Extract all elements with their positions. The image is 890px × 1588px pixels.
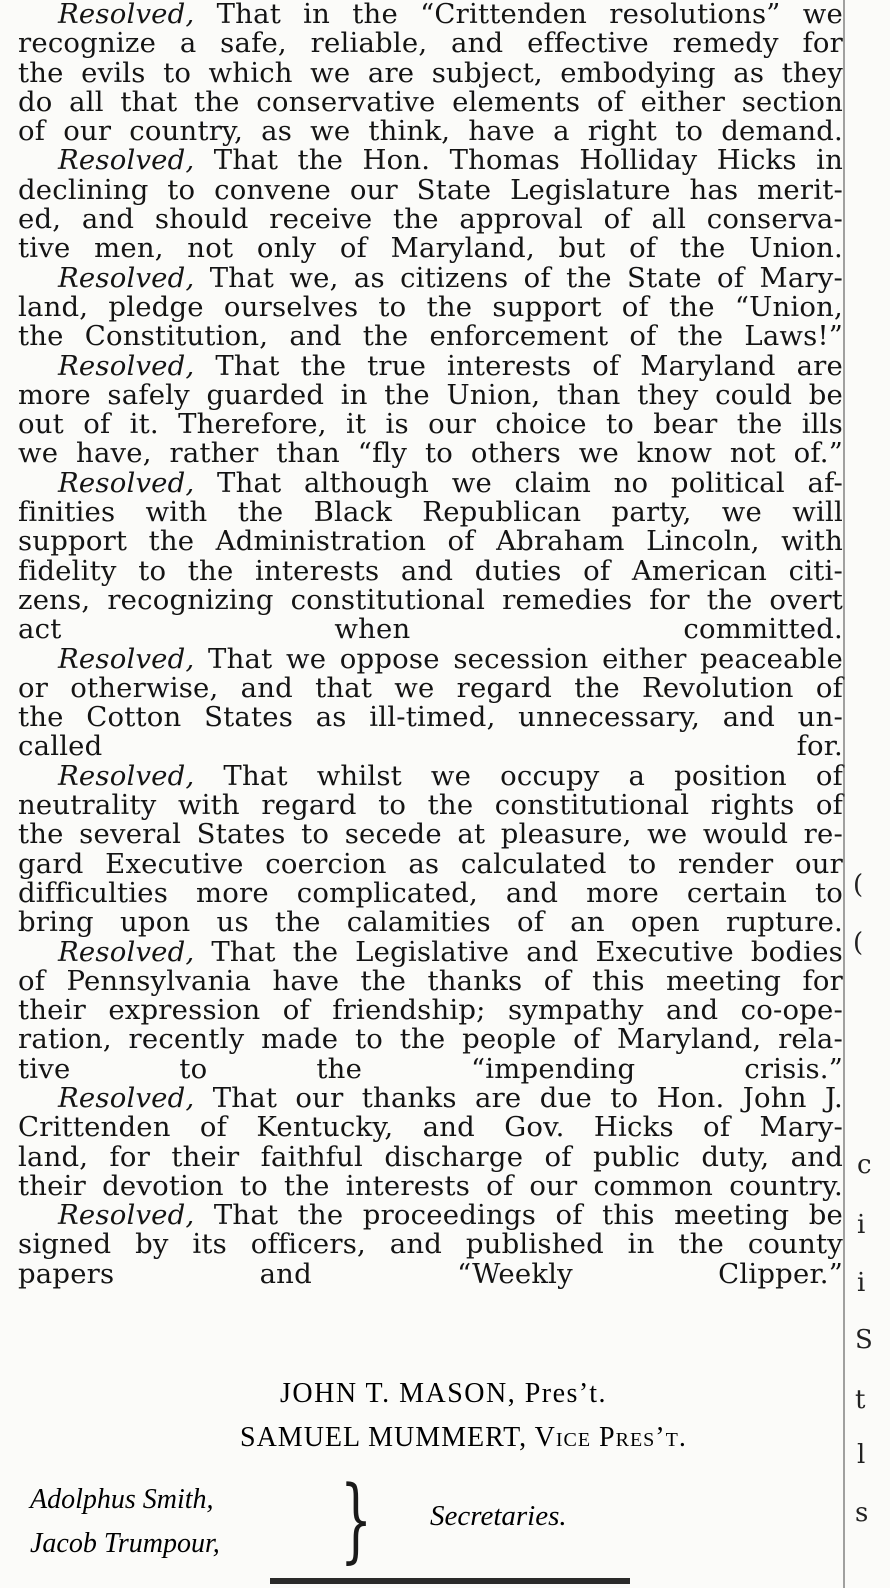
line-text: That we oppose secession either peaceable: [208, 642, 843, 675]
text-line: [18, 1113, 843, 1142]
text-line: [18, 234, 843, 263]
line-text: That the true interests of Maryland are: [215, 349, 843, 382]
line-text: ration, recently made to the people of Maryland, rela-: [18, 1023, 843, 1056]
text-line: [18, 0, 843, 29]
text-line: [18, 1201, 843, 1230]
text-column: [18, 0, 843, 1289]
text-line: [18, 583, 843, 616]
line-text: tive to the “impending crisis.”: [18, 1052, 843, 1085]
text-line: [18, 996, 843, 1025]
line-text: tive men, not only of Maryland, but of the Union.: [18, 232, 843, 265]
vice-president-signature: SAMUEL MUMMERT, Vice Pres’t.: [240, 1422, 687, 1453]
line-text: of Pennsylvania have the thanks of this meeting for: [18, 964, 843, 997]
adjacent-column-edge: ( ( c i i S t l s: [853, 870, 873, 1528]
line-text: gard Executive coercion as calculated to render our: [18, 847, 843, 880]
text-line: [18, 908, 843, 937]
resolution-paragraph: [18, 935, 843, 1085]
text-line: [18, 847, 843, 880]
resolution-paragraph: [18, 642, 843, 763]
resolution-paragraph: [18, 349, 843, 470]
secretary-name: Adolphus Smith,: [30, 1484, 214, 1515]
text-line: [18, 173, 843, 206]
line-text: called for.: [18, 730, 843, 763]
line-text: zens, recognizing constitutional remedies for the overt: [18, 583, 843, 616]
line-text: or otherwise, and that we regard the Revolution of: [18, 671, 843, 704]
text-line: [18, 146, 843, 175]
line-text: That the Legislative and Executive bodies: [211, 935, 843, 968]
resolved-lead: Resolved,: [58, 1199, 195, 1232]
resolved-lead: Resolved,: [58, 1081, 195, 1114]
line-text: That the Hon. Thomas Holliday Hicks in: [213, 144, 843, 177]
text-line: [18, 1025, 843, 1054]
text-line: [18, 1052, 843, 1085]
text-line: [18, 349, 843, 382]
line-text: That the proceedings of this meeting be: [213, 1199, 844, 1232]
text-line: [18, 1230, 843, 1259]
line-text: That whilst we occupy a position of: [223, 759, 843, 792]
resolution-paragraph: [18, 1201, 843, 1289]
secretary-name: Jacob Trumpour,: [30, 1528, 220, 1559]
text-line: [18, 759, 843, 792]
line-text: the several States to secede at pleasure, we would re-: [18, 818, 843, 851]
line-text: difficulties more complicated, and more certain to: [18, 876, 843, 909]
line-text: their devotion to the interests of our common country.: [18, 1169, 843, 1202]
line-text: That although we claim no political af-: [217, 466, 843, 499]
text-line: [18, 261, 843, 294]
resolution-paragraph: [18, 759, 843, 939]
line-text: signed by its officers, and published in the county: [18, 1228, 843, 1261]
text-line: [18, 820, 843, 849]
text-line: [18, 56, 843, 89]
text-line: [18, 642, 843, 675]
line-text: out of it. Therefore, it is our choice to bear the ills: [18, 408, 843, 441]
secretaries-label: Secretaries.: [430, 1500, 567, 1532]
line-text: recognize a safe, reliable, and effective remedy for: [18, 27, 843, 60]
text-line: [18, 1257, 843, 1290]
text-line: [18, 671, 843, 704]
resolved-lead: Resolved,: [58, 642, 195, 675]
column-rule: [270, 1578, 630, 1584]
line-text: land, pledge ourselves to the support of the “Union,: [18, 290, 843, 323]
text-line: [18, 322, 843, 351]
text-line: [18, 378, 843, 411]
resolved-lead: Resolved,: [58, 759, 195, 792]
text-line: [18, 876, 843, 909]
line-text: That we, as citizens of the State of Mary-: [209, 261, 843, 294]
line-text: act when committed.: [18, 613, 843, 646]
resolved-lead: Resolved,: [58, 349, 195, 382]
line-text: support the Administration of Abraham Lincoln, with: [18, 525, 843, 558]
resolution-paragraph: [18, 146, 843, 263]
line-text: That in the “Crittenden resolutions” we: [216, 0, 843, 30]
line-text: ed, and should receive the approval of all conserva-: [18, 203, 843, 236]
line-text: the Cotton States as ill-timed, unnecessary, and un-: [18, 701, 843, 734]
line-text: papers and “Weekly Clipper.”: [18, 1257, 843, 1290]
resolution-paragraph: [18, 261, 843, 353]
text-line: [18, 554, 843, 587]
line-text: That our thanks are due to Hon. John J.: [212, 1081, 843, 1114]
text-line: [18, 205, 843, 234]
line-text: the Constitution, and the enforcement of the Laws!”: [18, 320, 843, 353]
line-text: more safely guarded in the Union, than they could be: [18, 378, 843, 411]
resolved-lead: Resolved,: [58, 935, 195, 968]
line-text: their expression of friendship; sympathy and co-ope-: [18, 994, 843, 1027]
text-line: [18, 466, 843, 499]
line-text: do all that the conservative elements of either section: [18, 85, 843, 118]
text-line: [18, 527, 843, 556]
resolved-lead: Resolved,: [58, 261, 195, 294]
text-line: [18, 410, 843, 439]
text-line: [18, 615, 843, 644]
text-line: [18, 1140, 843, 1173]
line-text: Crittenden of Kentucky, and Gov. Hicks of Mary-: [18, 1111, 843, 1144]
text-line: [18, 290, 843, 323]
resolution-paragraph: [18, 1081, 843, 1202]
resolved-lead: Resolved,: [58, 0, 195, 30]
resolution-paragraph: [18, 0, 843, 146]
line-text: finities with the Black Republican party, we will: [18, 496, 843, 529]
text-line: [18, 498, 843, 527]
resolved-lead: Resolved,: [58, 466, 195, 499]
line-text: the evils to which we are subject, embodying as they: [18, 56, 843, 89]
line-text: bring upon us the calamities of an open rupture.: [18, 906, 843, 939]
text-line: [18, 935, 843, 968]
text-line: [18, 964, 843, 997]
brace-mark: }: [340, 1466, 373, 1573]
text-line: [18, 1169, 843, 1202]
line-text: neutrality with regard to the constitutional rights of: [18, 789, 843, 822]
text-line: [18, 117, 843, 146]
text-line: [18, 439, 843, 468]
line-text: fidelity to the interests and duties of American citi-: [18, 554, 843, 587]
resolved-lead: Resolved,: [58, 144, 195, 177]
text-line: [18, 85, 843, 118]
line-text: we have, rather than “fly to others we know not of.”: [18, 437, 843, 470]
secretaries-names: [30, 1478, 220, 1566]
line-text: of our country, as we think, have a right to demand.: [18, 115, 843, 148]
text-line: [18, 732, 843, 761]
text-line: [18, 791, 843, 820]
resolution-paragraph: [18, 466, 843, 646]
line-text: land, for their faithful discharge of public duty, and: [18, 1140, 843, 1173]
text-line: [18, 29, 843, 58]
president-signature: JOHN T. MASON, Pres’t.: [280, 1378, 608, 1409]
text-line: [18, 1081, 843, 1114]
line-text: declining to convene our State Legislature has merit-: [18, 173, 843, 206]
text-line: [18, 703, 843, 732]
